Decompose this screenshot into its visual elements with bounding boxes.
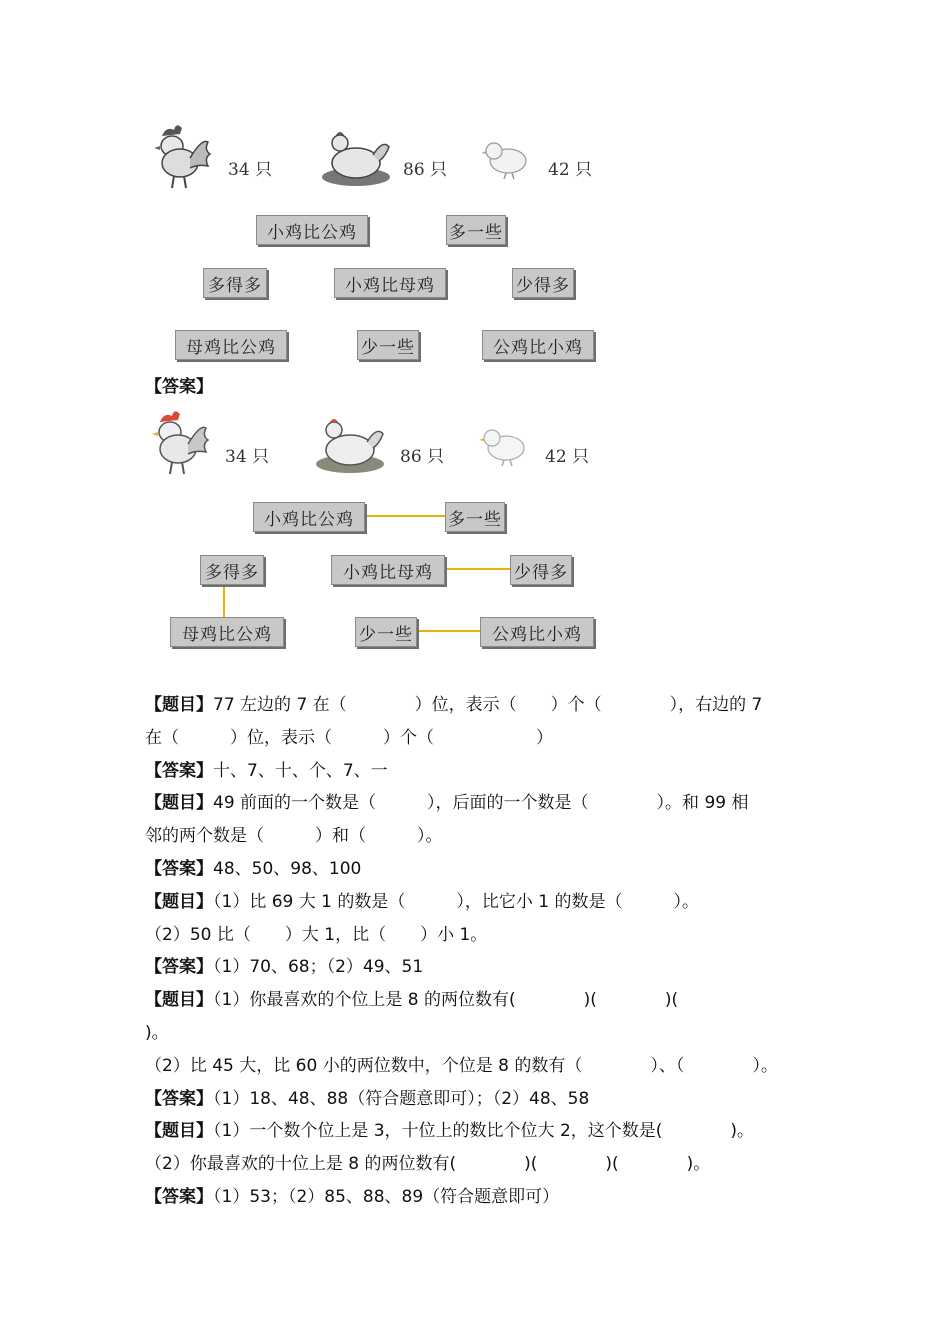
line-label: 【题目】 — [145, 695, 213, 715]
rooster-icon — [148, 404, 213, 479]
connector-line — [223, 583, 225, 617]
hen-icon — [312, 412, 387, 477]
chick-icon — [478, 135, 533, 180]
line-label: 【答案】 — [145, 1187, 213, 1207]
box-row2-mid: 小鸡比母鸡 — [331, 555, 445, 585]
chick-count: 42 只 — [548, 160, 593, 180]
line-text: 48、50、98、100 — [213, 859, 362, 879]
box-row2-right: 少得多 — [510, 555, 572, 585]
box-row2-left: 多得多 — [203, 268, 267, 298]
text-line — [145, 1023, 169, 1043]
line-label: 【答案】 — [145, 859, 213, 879]
text-line — [145, 728, 553, 748]
line-text: （2）比 45 大，比 60 小的两位数中，个位是 8 的数有（ ）、（ ）。 — [145, 1056, 778, 1076]
text-line — [145, 761, 388, 781]
line-text: （1）53；（2）85、88、89（符合题意即可） — [213, 1187, 560, 1207]
box-row3-mid: 少一些 — [355, 617, 417, 647]
box-row1-left: 小鸡比公鸡 — [256, 215, 368, 245]
line-text: （1）18、48、88（符合题意即可）；（2）48、58 — [213, 1089, 590, 1109]
hen-count: 86 只 — [400, 447, 445, 467]
box-row3-left: 母鸡比公鸡 — [170, 617, 284, 647]
text-line — [145, 1056, 778, 1076]
text-line — [145, 1187, 559, 1207]
box-row3-mid: 少一些 — [357, 330, 419, 360]
line-label: 【题目】 — [145, 990, 213, 1010]
box-row1-left: 小鸡比公鸡 — [253, 502, 365, 532]
hen-icon — [318, 125, 393, 190]
line-label: 【答案】 — [145, 1089, 213, 1109]
line-label: 【题目】 — [145, 892, 213, 912]
line-text: )。 — [145, 1023, 169, 1043]
connector-line — [415, 630, 481, 632]
text-line — [145, 1089, 589, 1109]
line-text: 77 左边的 7 在（ ）位，表示（ ）个（ ），右边的 7 — [213, 695, 763, 715]
line-text: （1）一个数个位上是 3，十位上的数比个位大 2，这个数是( )。 — [213, 1121, 755, 1141]
box-row3-left: 母鸡比公鸡 — [175, 330, 287, 360]
text-line — [145, 793, 748, 813]
line-text: 49 前面的一个数是（ ），后面的一个数是（ ）。和 99 相 — [213, 793, 749, 813]
text-line — [145, 826, 443, 846]
box-row2-right: 少得多 — [512, 268, 574, 298]
line-text: （2）50 比（ ）大 1，比（ ）小 1。 — [145, 925, 488, 945]
rooster-count: 34 只 — [228, 160, 273, 180]
connector-line — [444, 568, 510, 570]
hen-count: 86 只 — [403, 160, 448, 180]
text-line — [145, 859, 361, 879]
box-row3-right: 公鸡比小鸡 — [480, 617, 594, 647]
line-label: 【题目】 — [145, 793, 213, 813]
line-text: （1）你最喜欢的个位上是 8 的两位数有( )( )( — [213, 990, 679, 1010]
line-text: 在（ ）位，表示（ ）个（ ） — [145, 728, 553, 748]
line-label: 【答案】 — [145, 957, 213, 977]
answer-label: 【答案】 — [145, 377, 213, 397]
box-row1-right: 多一些 — [446, 215, 506, 245]
line-label: 【答案】 — [145, 761, 213, 781]
box-row2-left: 多得多 — [200, 555, 264, 585]
text-line — [145, 695, 762, 715]
box-row2-mid: 小鸡比母鸡 — [334, 268, 446, 298]
text-line — [145, 957, 423, 977]
chick-count: 42 只 — [545, 447, 590, 467]
box-row3-right: 公鸡比小鸡 — [482, 330, 594, 360]
connector-line — [365, 515, 447, 517]
line-text: （1）70、68；（2）49、51 — [213, 957, 424, 977]
rooster-icon — [150, 118, 215, 193]
line-text: 十、7、十、个、7、一 — [213, 761, 388, 781]
text-line — [145, 1121, 754, 1141]
rooster-count: 34 只 — [225, 447, 270, 467]
line-text: 邻的两个数是（ ）和（ ）。 — [145, 826, 443, 846]
text-line — [145, 925, 487, 945]
line-text: （2）你最喜欢的十位上是 8 的两位数有( )( )( )。 — [145, 1154, 711, 1174]
text-line — [145, 892, 699, 912]
box-row1-right: 多一些 — [445, 502, 505, 532]
chick-icon — [476, 422, 531, 467]
line-label: 【题目】 — [145, 1121, 213, 1141]
text-line — [145, 1154, 710, 1174]
text-line — [145, 990, 678, 1010]
line-text: （1）比 69 大 1 的数是（ ），比它小 1 的数是（ ）。 — [213, 892, 700, 912]
